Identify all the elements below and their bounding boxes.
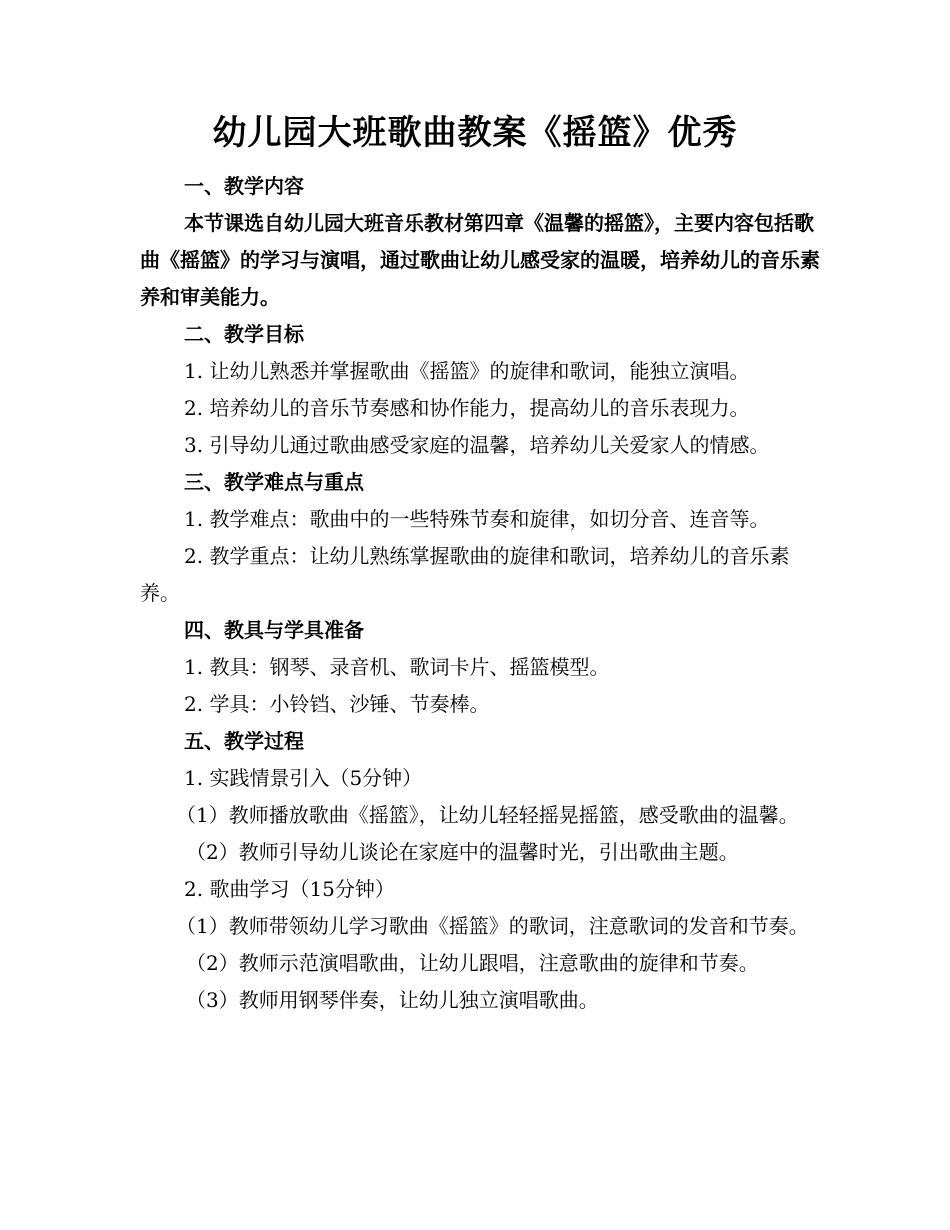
process-step-1: 1. 实践情景引入（5分钟） [184, 766, 423, 790]
section-heading-teaching-goals: 二、教学目标 [184, 322, 304, 346]
section-heading-teaching-content: 一、教学内容 [184, 174, 304, 198]
document-title: 幼儿园大班歌曲教案《摇篮》优秀 [212, 113, 738, 153]
difficulty-item-2: 2. 教学重点：让幼儿熟练掌握歌曲的旋律和歌词，培养幼儿的音乐素养。 [140, 544, 790, 605]
section-heading-process: 五、教学过程 [184, 729, 304, 753]
process-step-1-item-1: （1）教师播放歌曲《摇篮》，让幼儿轻轻摇晃摇篮，感受歌曲的温馨。 [176, 803, 799, 827]
process-step-2: 2. 歌曲学习（15分钟） [184, 877, 395, 901]
process-step-1-item-2: （2）教师引导幼儿谈论在家庭中的温馨时光，引出歌曲主题。 [186, 840, 739, 864]
document-body [140, 168, 820, 1019]
goal-item-1: 1. 让幼儿熟悉并掌握歌曲《摇篮》的旋律和歌词，能独立演唱。 [184, 359, 750, 383]
materials-item-2: 2. 学具：小铃铛、沙锤、节奏棒。 [184, 692, 490, 716]
goal-item-3: 3. 引导幼儿通过歌曲感受家庭的温馨，培养幼儿关爱家人的情感。 [184, 433, 770, 457]
section-heading-materials: 四、教具与学具准备 [184, 618, 364, 642]
process-step-2-item-2: （2）教师示范演唱歌曲，让幼儿跟唱，注意歌曲的旋律和节奏。 [186, 951, 759, 975]
process-step-2-item-3: （3）教师用钢琴伴奏，让幼儿独立演唱歌曲。 [186, 988, 599, 1012]
section-paragraph-teaching-content: 本节课选自幼儿园大班音乐教材第四章《温馨的摇篮》，主要内容包括歌曲《摇篮》的学习与演唱，通过歌曲让幼儿感受家的温暖，培养幼儿的音乐素养和审美能力。 [140, 211, 820, 309]
materials-item-1: 1. 教具：钢琴、录音机、歌词卡片、摇篮模型。 [184, 655, 610, 679]
difficulty-item-1: 1. 教学难点：歌曲中的一些特殊节奏和旋律，如切分音、连音等。 [184, 507, 770, 531]
goal-item-2: 2. 培养幼儿的音乐节奏感和协作能力，提高幼儿的音乐表现力。 [184, 396, 750, 420]
section-heading-difficulties: 三、教学难点与重点 [184, 470, 364, 494]
process-step-2-item-1: （1）教师带领幼儿学习歌曲《摇篮》的歌词，注意歌词的发音和节奏。 [176, 914, 809, 938]
